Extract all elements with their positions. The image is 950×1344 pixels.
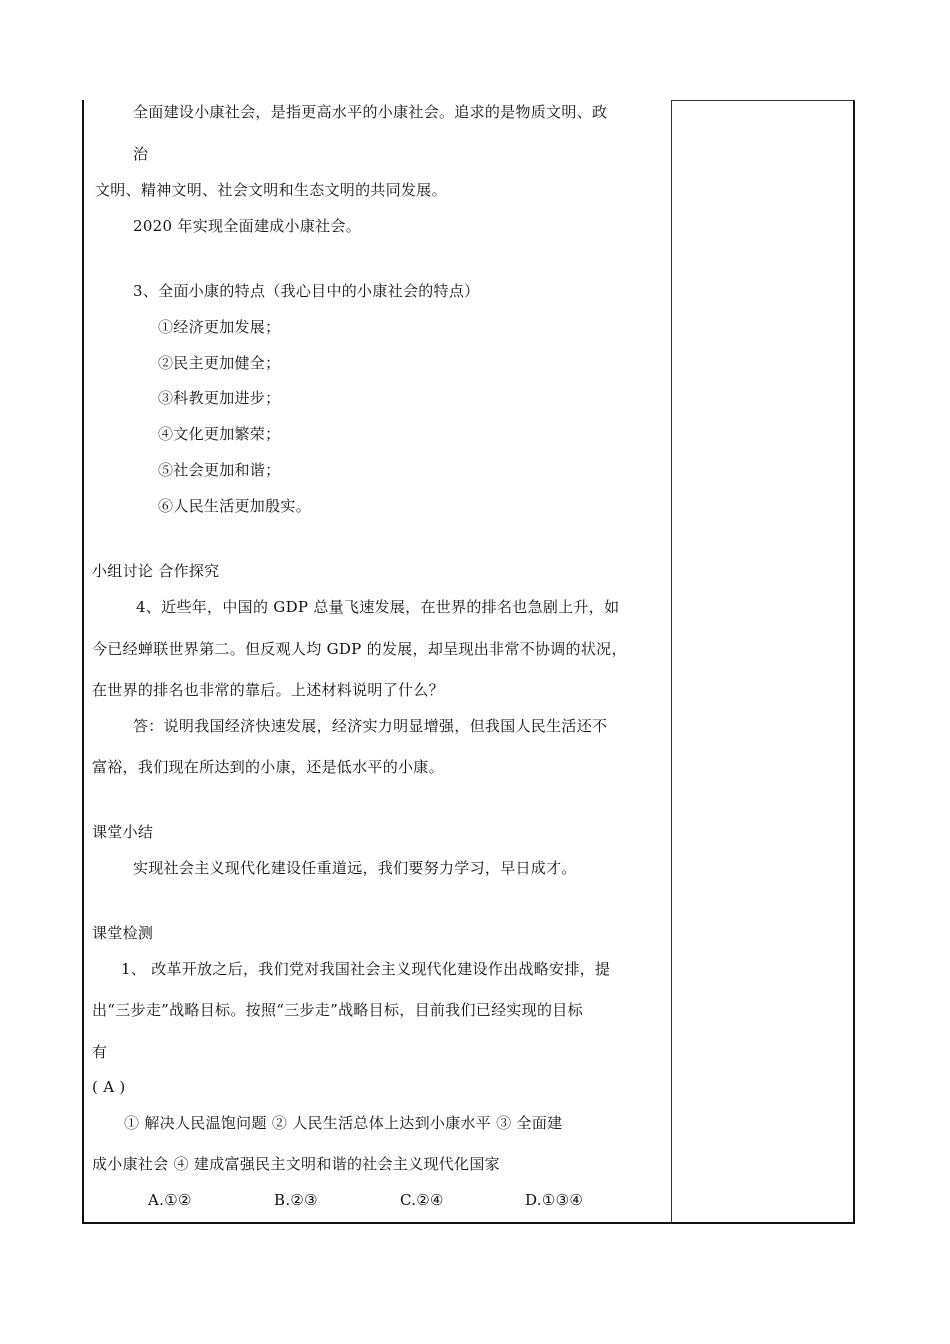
feature-item: ④文化更加繁荣； — [158, 425, 281, 443]
feature-item: ①经济更加发展； — [158, 318, 281, 336]
choice-c: C.②④ — [400, 1191, 444, 1209]
test-question-line-2: 出“三步走”战略目标。按照“三步走”战略目标，目前我们已经实现的目标 — [92, 1001, 583, 1019]
test-options-line-1: ① 解决人民温饱问题 ② 人民生活总体上达到小康水平 ③ 全面建 — [124, 1114, 563, 1132]
test-options-line-2: 成小康社会 ④ 建成富强民主文明和谐的社会主义现代化国家 — [92, 1155, 500, 1173]
test-question-line-3: 有 — [92, 1043, 108, 1061]
intro-line-3: 文明、精神文明、社会文明和生态文明的共同发展。 — [95, 181, 447, 199]
intro-line-4: 2020 年实现全面建成小康社会。 — [133, 217, 362, 235]
choice-a: A.①② — [148, 1191, 192, 1209]
feature-item: ②民主更加健全； — [158, 354, 281, 372]
table-left-border — [82, 100, 84, 1224]
summary-text: 实现社会主义现代化建设任重道远，我们要努力学习，早日成才。 — [133, 859, 577, 877]
notes-column-top-border — [671, 100, 855, 101]
feature-item: ⑥人民生活更加殷实。 — [158, 497, 312, 515]
feature-item: ⑤社会更加和谐； — [158, 461, 281, 479]
discussion-heading: 小组讨论 合作探究 — [92, 562, 220, 580]
discussion-question-line-2: 今已经蝉联世界第二。但反观人均 GDP 的发展，却呈现出非常不协调的状况， — [92, 640, 627, 658]
lesson-table — [82, 100, 855, 1224]
table-bottom-border — [82, 1222, 855, 1224]
discussion-question-line-3: 在世界的排名也非常的靠后。上述材料说明了什么？ — [92, 681, 444, 699]
table-right-border — [853, 100, 855, 1224]
features-heading: 3、全面小康的特点（我心目中的小康社会的特点） — [133, 282, 480, 300]
summary-heading: 课堂小结 — [92, 823, 154, 841]
discussion-question-line-1: 4、近些年，中国的 GDP 总量飞速发展，在世界的排名也急剧上升，如 — [136, 598, 620, 616]
choice-b: B.②③ — [274, 1191, 318, 1209]
intro-line-2: 治 — [133, 145, 149, 163]
test-question-line-1: 1、 改革开放之后，我们党对我国社会主义现代化建设作出战略安排，提 — [121, 960, 611, 978]
discussion-answer-line-2: 富裕，我们现在所达到的小康，还是低水平的小康。 — [92, 758, 444, 776]
intro-line-1: 全面建设小康社会，是指更高水平的小康社会。追求的是物质文明、政 — [133, 103, 608, 121]
feature-item: ③科教更加进步； — [158, 389, 281, 407]
test-answer: ( A ) — [92, 1078, 126, 1096]
table-column-divider — [671, 100, 672, 1224]
discussion-answer-line-1: 答：说明我国经济快速发展，经济实力明显增强，但我国人民生活还不 — [133, 717, 608, 735]
test-heading: 课堂检测 — [92, 924, 154, 942]
choice-d: D.①③④ — [525, 1191, 584, 1209]
